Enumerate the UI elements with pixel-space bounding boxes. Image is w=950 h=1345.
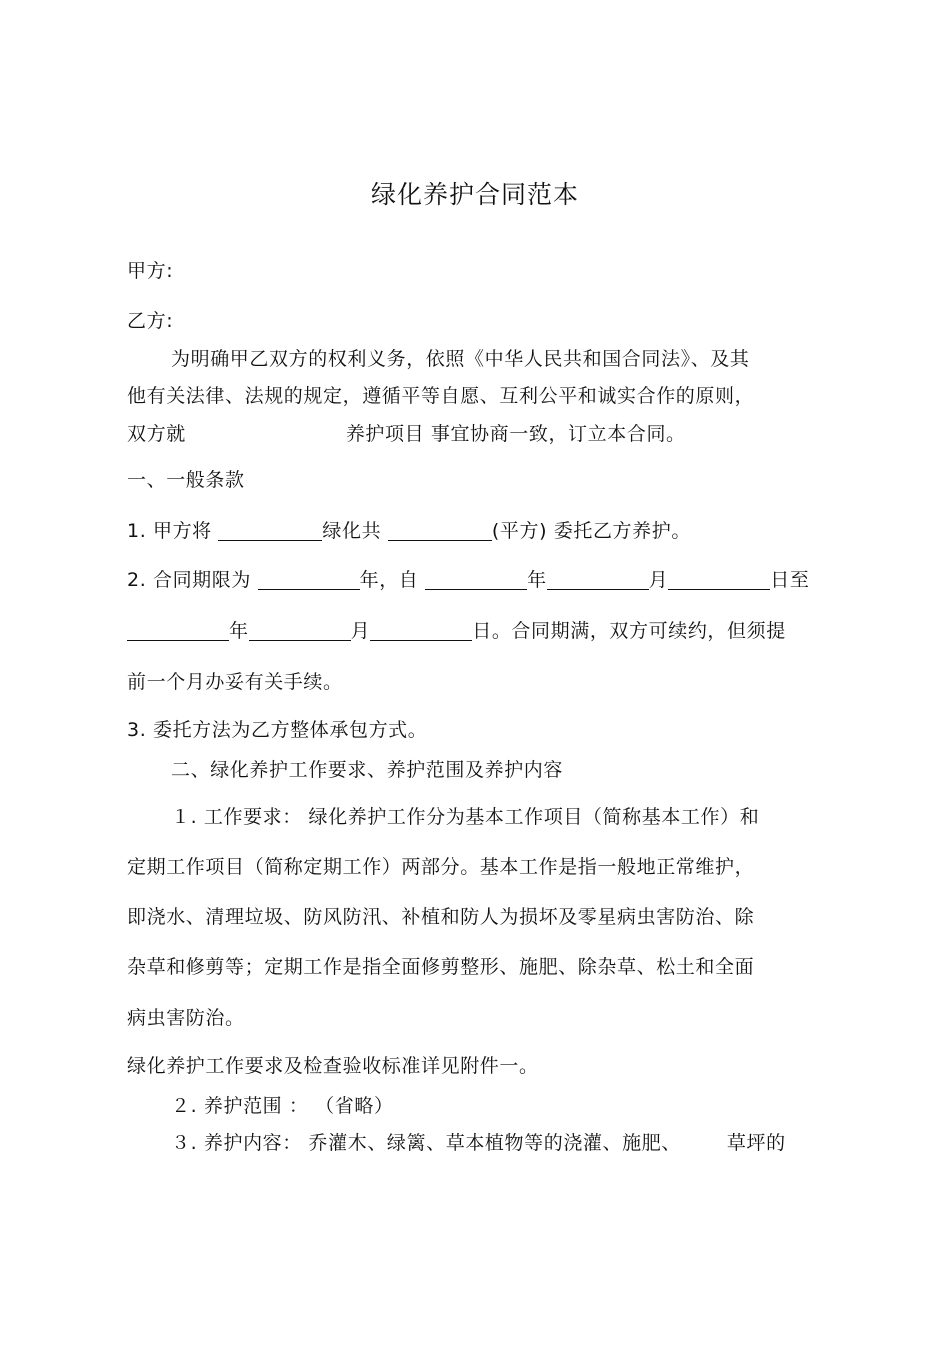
blank-field[interactable] — [258, 569, 360, 590]
clause-2b-text: 日。合同期满，双方可续约，但须提 — [472, 620, 786, 642]
intro-line-3 — [127, 421, 686, 447]
clause-2-month-label: 月 — [648, 569, 669, 591]
intro-line-2: 他有关法律、法规的规定，遵循平等自愿、互利公平和诚实合作的原则， — [127, 385, 755, 407]
section-2-scope: ２. 养护范围 ： （省略） — [171, 1095, 394, 1117]
blank-field[interactable] — [425, 569, 527, 590]
clause-2-continued — [127, 618, 786, 644]
section-2-para-1-line-5: 病虫害防治。 — [127, 1007, 245, 1029]
clause-2-end: 前一个月办妥有关手续。 — [127, 671, 343, 693]
blank-field[interactable] — [218, 520, 322, 541]
clause-1-text-c: (平方) 委托乙方养护。 — [491, 520, 691, 542]
section-2-content — [171, 1130, 786, 1156]
section-2-acceptance-note: 绿化养护工作要求及检查验收标准详见附件一。 — [127, 1055, 539, 1077]
clause-1 — [127, 518, 691, 544]
party-b-label: 乙方: — [127, 310, 174, 332]
clause-2-year-label-2: 年 — [527, 569, 547, 591]
clause-2b-year-label: 年 — [229, 620, 249, 642]
blank-field[interactable] — [547, 569, 649, 590]
clause-3: 3. 委托方法为乙方整体承包方式。 — [127, 719, 428, 741]
clause-2-day-label: 日至 — [770, 569, 810, 591]
blank-field[interactable] — [127, 620, 229, 641]
blank-field[interactable] — [668, 569, 770, 590]
blank-field[interactable] — [388, 520, 492, 541]
section-1-heading: 一、一般条款 — [127, 469, 245, 491]
blank-field[interactable] — [370, 620, 472, 641]
intro-line-1: 为明确甲乙双方的权利义务，依照《中华人民共和国合同法》、及其 — [171, 348, 750, 370]
section-2-content-text-b: 草坪的 — [726, 1132, 786, 1154]
section-2-para-1-line-2: 定期工作项目（简称定期工作）两部分。基本工作是指一般地正常维护， — [127, 856, 755, 878]
section-2-content-text-a: ３. 养护内容： 乔灌木、绿篱、草本植物等的浇灌、施肥、 — [171, 1132, 681, 1154]
section-2-para-1-line-1: １. 工作要求： 绿化养护工作分为基本工作项目（简称基本工作）和 — [171, 806, 760, 828]
intro-line-3-end: 养护项目 事宜协商一致，订立本合同。 — [345, 423, 686, 445]
clause-2 — [127, 567, 809, 593]
section-2-para-1-line-3: 即浇水、清理垃圾、防风防汛、补植和防人为损坏及零星病虫害防治、除 — [127, 906, 755, 928]
intro-line-3-start: 双方就 — [127, 423, 186, 445]
section-2-heading: 二、绿化养护工作要求、养护范围及养护内容 — [171, 759, 564, 781]
section-2-para-1-line-4: 杂草和修剪等；定期工作是指全面修剪整形、施肥、除杂草、松土和全面 — [127, 956, 755, 978]
document-title: 绿化养护合同范本 — [370, 180, 579, 209]
clause-2-text-a: 2. 合同期限为 — [127, 569, 258, 591]
clause-2-year-label: 年，自 — [359, 569, 426, 591]
clause-1-text-b: 绿化共 — [322, 520, 388, 542]
clause-2b-month-label: 月 — [350, 620, 371, 642]
blank-field[interactable] — [249, 620, 351, 641]
party-a-label: 甲方: — [127, 260, 174, 282]
clause-1-text-a: 1. 甲方将 — [127, 520, 219, 542]
